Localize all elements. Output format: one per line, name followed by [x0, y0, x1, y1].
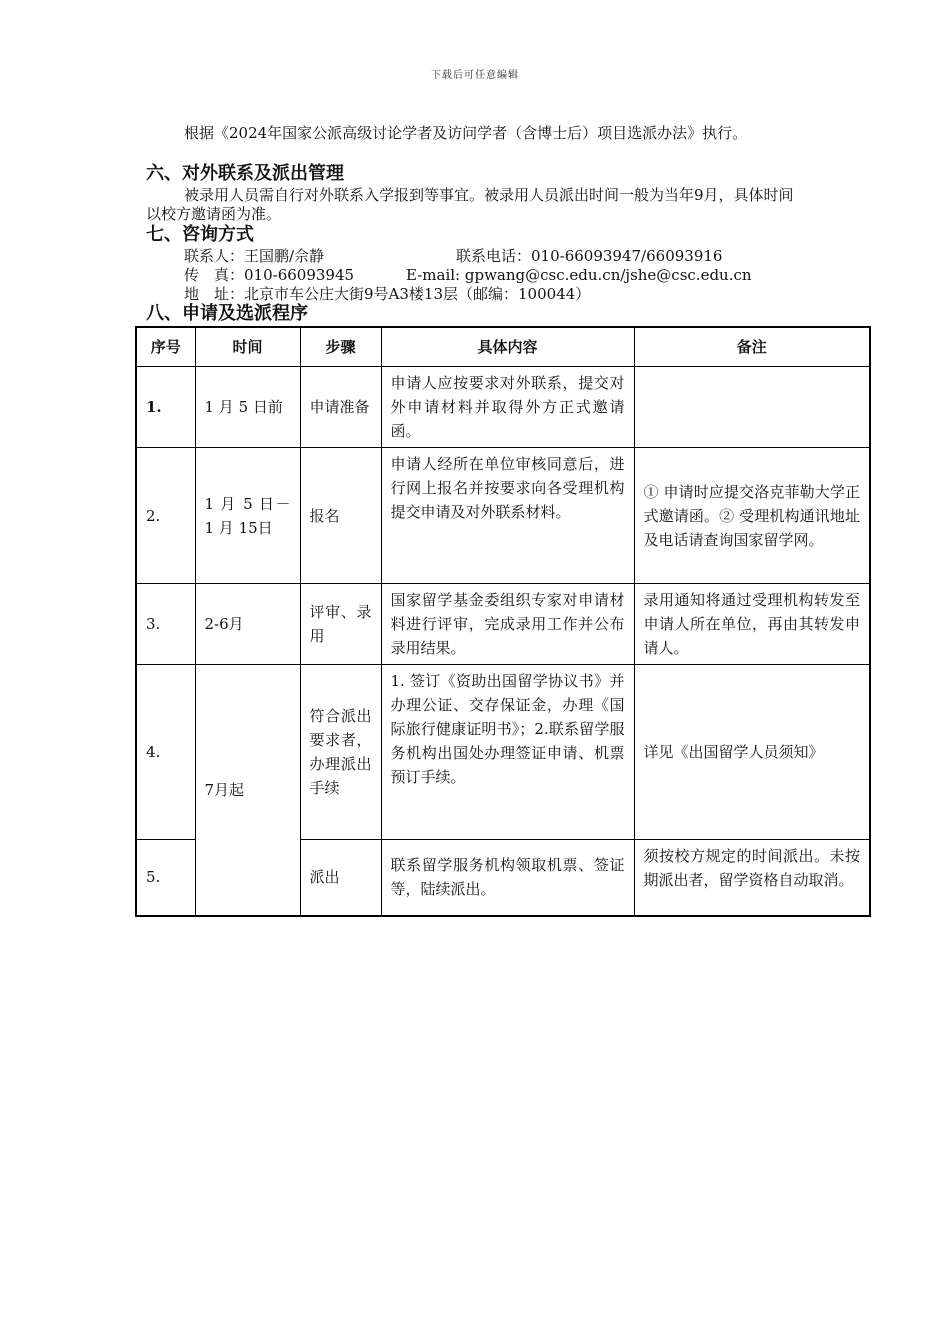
row-no: 4.	[136, 665, 195, 840]
row-note: 须按校方规定的时间派出。未按期派出者，留学资格自动取消。	[634, 840, 870, 916]
header-time: 时间	[195, 327, 300, 367]
table-row	[136, 584, 870, 665]
row-content: 申请人应按要求对外联系，提交对外申请材料并取得外方正式邀请函。	[381, 367, 634, 448]
table-row	[136, 448, 870, 584]
row-content: 1. 签订《资助出国留学协议书》并办理公证、交存保证金，办理《国际旅行健康证明书》；2.联系留学服务机构出国处办理签证申请、机票预订手续。	[381, 665, 634, 840]
header-content: 具体内容	[381, 327, 634, 367]
contact-email: E-mail: gpwang@csc.edu.cn/jshe@csc.edu.cn	[406, 266, 752, 284]
row-step: 申请准备	[300, 367, 381, 448]
section6-title: 六、对外联系及派出管理	[146, 163, 344, 184]
row-content: 联系留学服务机构领取机票、签证等，陆续派出。	[381, 840, 634, 916]
contact-fax: 传 真：010-66093945	[184, 266, 355, 284]
section6-paragraph	[146, 186, 806, 224]
row-time: 1 月 5 日－1 月 15日	[195, 448, 300, 584]
contact-phone: 联系电话：010-66093947/66093916	[456, 247, 723, 265]
section7-title: 七、咨询方式	[146, 224, 254, 245]
row-no: 5.	[136, 840, 195, 916]
row-time: 1 月 5 日前	[195, 367, 300, 448]
row-note	[634, 367, 870, 448]
procedure-table	[135, 326, 871, 917]
section6-text: 被录用人员需自行对外联系入学报到等事宜。被录用人员派出时间一般为当年9月，具体时间以校方邀请函为准。	[146, 186, 794, 223]
intro-paragraph	[146, 124, 806, 143]
table-row	[136, 665, 870, 840]
table-row	[136, 367, 870, 448]
row-content: 申请人经所在单位审核同意后，进行网上报名并按要求向各受理机构提交申请及对外联系材料。	[381, 448, 634, 584]
row-note: ① 申请时应提交洛克菲勒大学正式邀请函。② 受理机构通讯地址及电话请查询国家留学网。	[634, 448, 870, 584]
header-note: 备注	[634, 327, 870, 367]
header-step: 步骤	[300, 327, 381, 367]
row-content: 国家留学基金委组织专家对申请材料进行评审，完成录用工作并公布录用结果。	[381, 584, 634, 665]
contact-address: 地 址：北京市车公庄大街9号A3楼13层（邮编：100044）	[184, 285, 591, 303]
contact-row-1	[184, 247, 722, 266]
table-header-row	[136, 327, 870, 367]
row-note: 详见《出国留学人员须知》	[634, 665, 870, 840]
header-no: 序号	[136, 327, 195, 367]
section8-title: 八、申请及选派程序	[146, 303, 308, 324]
row-time: 7月起	[195, 665, 300, 916]
contact-row-2	[184, 266, 752, 285]
row-step: 派出	[300, 840, 381, 916]
row-no: 1.	[136, 367, 195, 448]
row-step: 报名	[300, 448, 381, 584]
row-time: 2-6月	[195, 584, 300, 665]
row-step: 评审、录用	[300, 584, 381, 665]
row-no: 2.	[136, 448, 195, 584]
page-header-note: 下载后可任意编辑	[431, 70, 519, 81]
row-no: 3.	[136, 584, 195, 665]
row-step: 符合派出要求者，办理派出手续	[300, 665, 381, 840]
row-note: 录用通知将通过受理机构转发至申请人所在单位，再由其转发申请人。	[634, 584, 870, 665]
contact-person: 联系人：王国鹏/佘静	[184, 247, 325, 265]
intro-text: 根据《2024年国家公派高级讨论学者及访问学者（含博士后）项目选派办法》执行。	[184, 124, 748, 142]
